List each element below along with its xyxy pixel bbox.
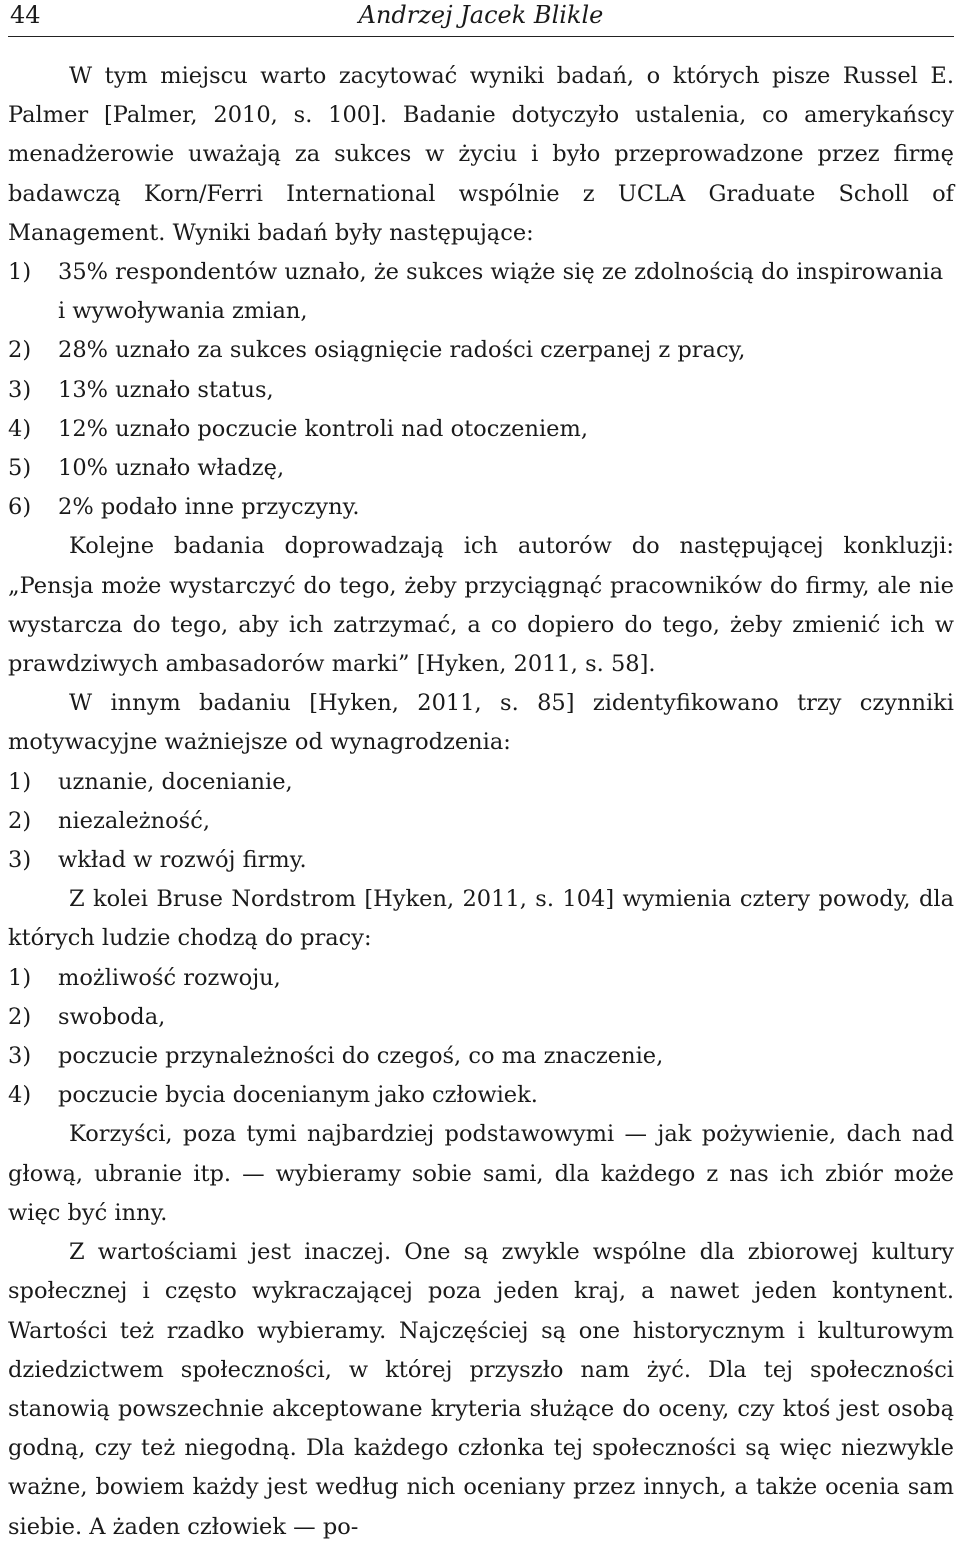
running-head-author: Andrzej Jacek Blikle [358,1,604,29]
list-item: 1) 35% respondentów uznało, że sukces wiąże się ze zdolnością do inspirowania i wywoływania zmian, [8,259,944,325]
list-item: 6) 2% podało inne przyczyny. [8,494,360,521]
paragraph-benefits: Korzyści, poza tymi najbardziej podstawowymi — jak pożywienie, dach nad głową, ubranie itp. — wybieramy sobie sami, dla każdego z nas ich zbiór może więc być inny. [8,1121,954,1226]
list-item: 3) poczucie przynależności do czegoś, co ma znaczenie, [8,1043,664,1070]
list-item: 5) 10% uznało władzę, [8,455,285,482]
paragraph-motivation-factors: W innym badaniu [Hyken, 2011, s. 85] zidentyfikowano trzy czynniki motywacyjne ważniejsze od wynagrodzenia: [8,690,954,756]
list-item: 1) możliwość rozwoju, [8,964,281,991]
list-item: 3) 13% uznało status, [8,376,274,403]
paragraph-conclusion-quote: Kolejne badania doprowadzają ich autorów do następującej konkluzji: „Pensja może wystarczyć do tego, żeby przyciągnąć pracowników do firmy, ale nie wystarcza do tego, aby ich zatrzymać, a co dopiero do tego, żeby zmienić ich w prawdziwych ambasadorów marki” [Hyken, 2011, s. 58]. [8,533,954,678]
list-item: 1) uznanie, docenianie, [8,768,293,795]
list-study-results [8,253,954,527]
list-item: 4) poczucie bycia docenianym jako człowiek. [8,1082,538,1109]
list-work-reasons [8,959,954,1116]
paragraph-nordstrom: Z kolei Bruse Nordstrom [Hyken, 2011, s. 104] wymienia cztery powody, dla których ludzie chodzą do pracy: [8,886,954,952]
list-item: 3) wkład w rozwój firmy. [8,847,307,874]
paragraph-palmer-study: W tym miejscu warto zacytować wyniki badań, o których pisze Russel E. Palmer [Palmer, 2010, s. 100]. Badanie dotyczyło ustalenia, co amerykańscy menadżerowie uważają za sukces w życiu i było przeprowadzone przez firmę badawczą Korn/Ferri International wspólnie z UCLA Graduate Scholl of Management. Wyniki badań były następujące: [8,63,954,246]
list-item: 2) 28% uznało za sukces osiągnięcie radości czerpanej z pracy, [8,337,746,364]
list-motivation-factors [8,763,954,881]
page-body [8,37,954,1547]
list-item: 2) niezależność, [8,807,210,834]
list-item: 4) 12% uznało poczucie kontroli nad otoczeniem, [8,415,588,442]
page-number: 44 [10,1,41,29]
list-item: 2) swoboda, [8,1003,166,1030]
page-header [8,0,954,37]
paragraph-values: Z wartościami jest inaczej. One są zwykle wspólne dla zbiorowej kultury społecznej i często wykraczającej poza jeden kraj, a nawet jeden kontynent. Wartości też rzadko wybieramy. Najczęściej są one historycznym i kulturowym dziedzictwem społeczności, w której przyszło nam żyć. Dla tej społeczności stanowią powszechnie akceptowane kryteria służące do oceny, czy ktoś jest osobą godną, czy też niegodną. Dla każdego członka tej społeczności są więc niezwykle ważne, bowiem każdy jest według nich oceniany przez innych, a także ocenia sam siebie. A żaden człowiek — po- [8,1239,954,1540]
book-page [8,0,954,1547]
